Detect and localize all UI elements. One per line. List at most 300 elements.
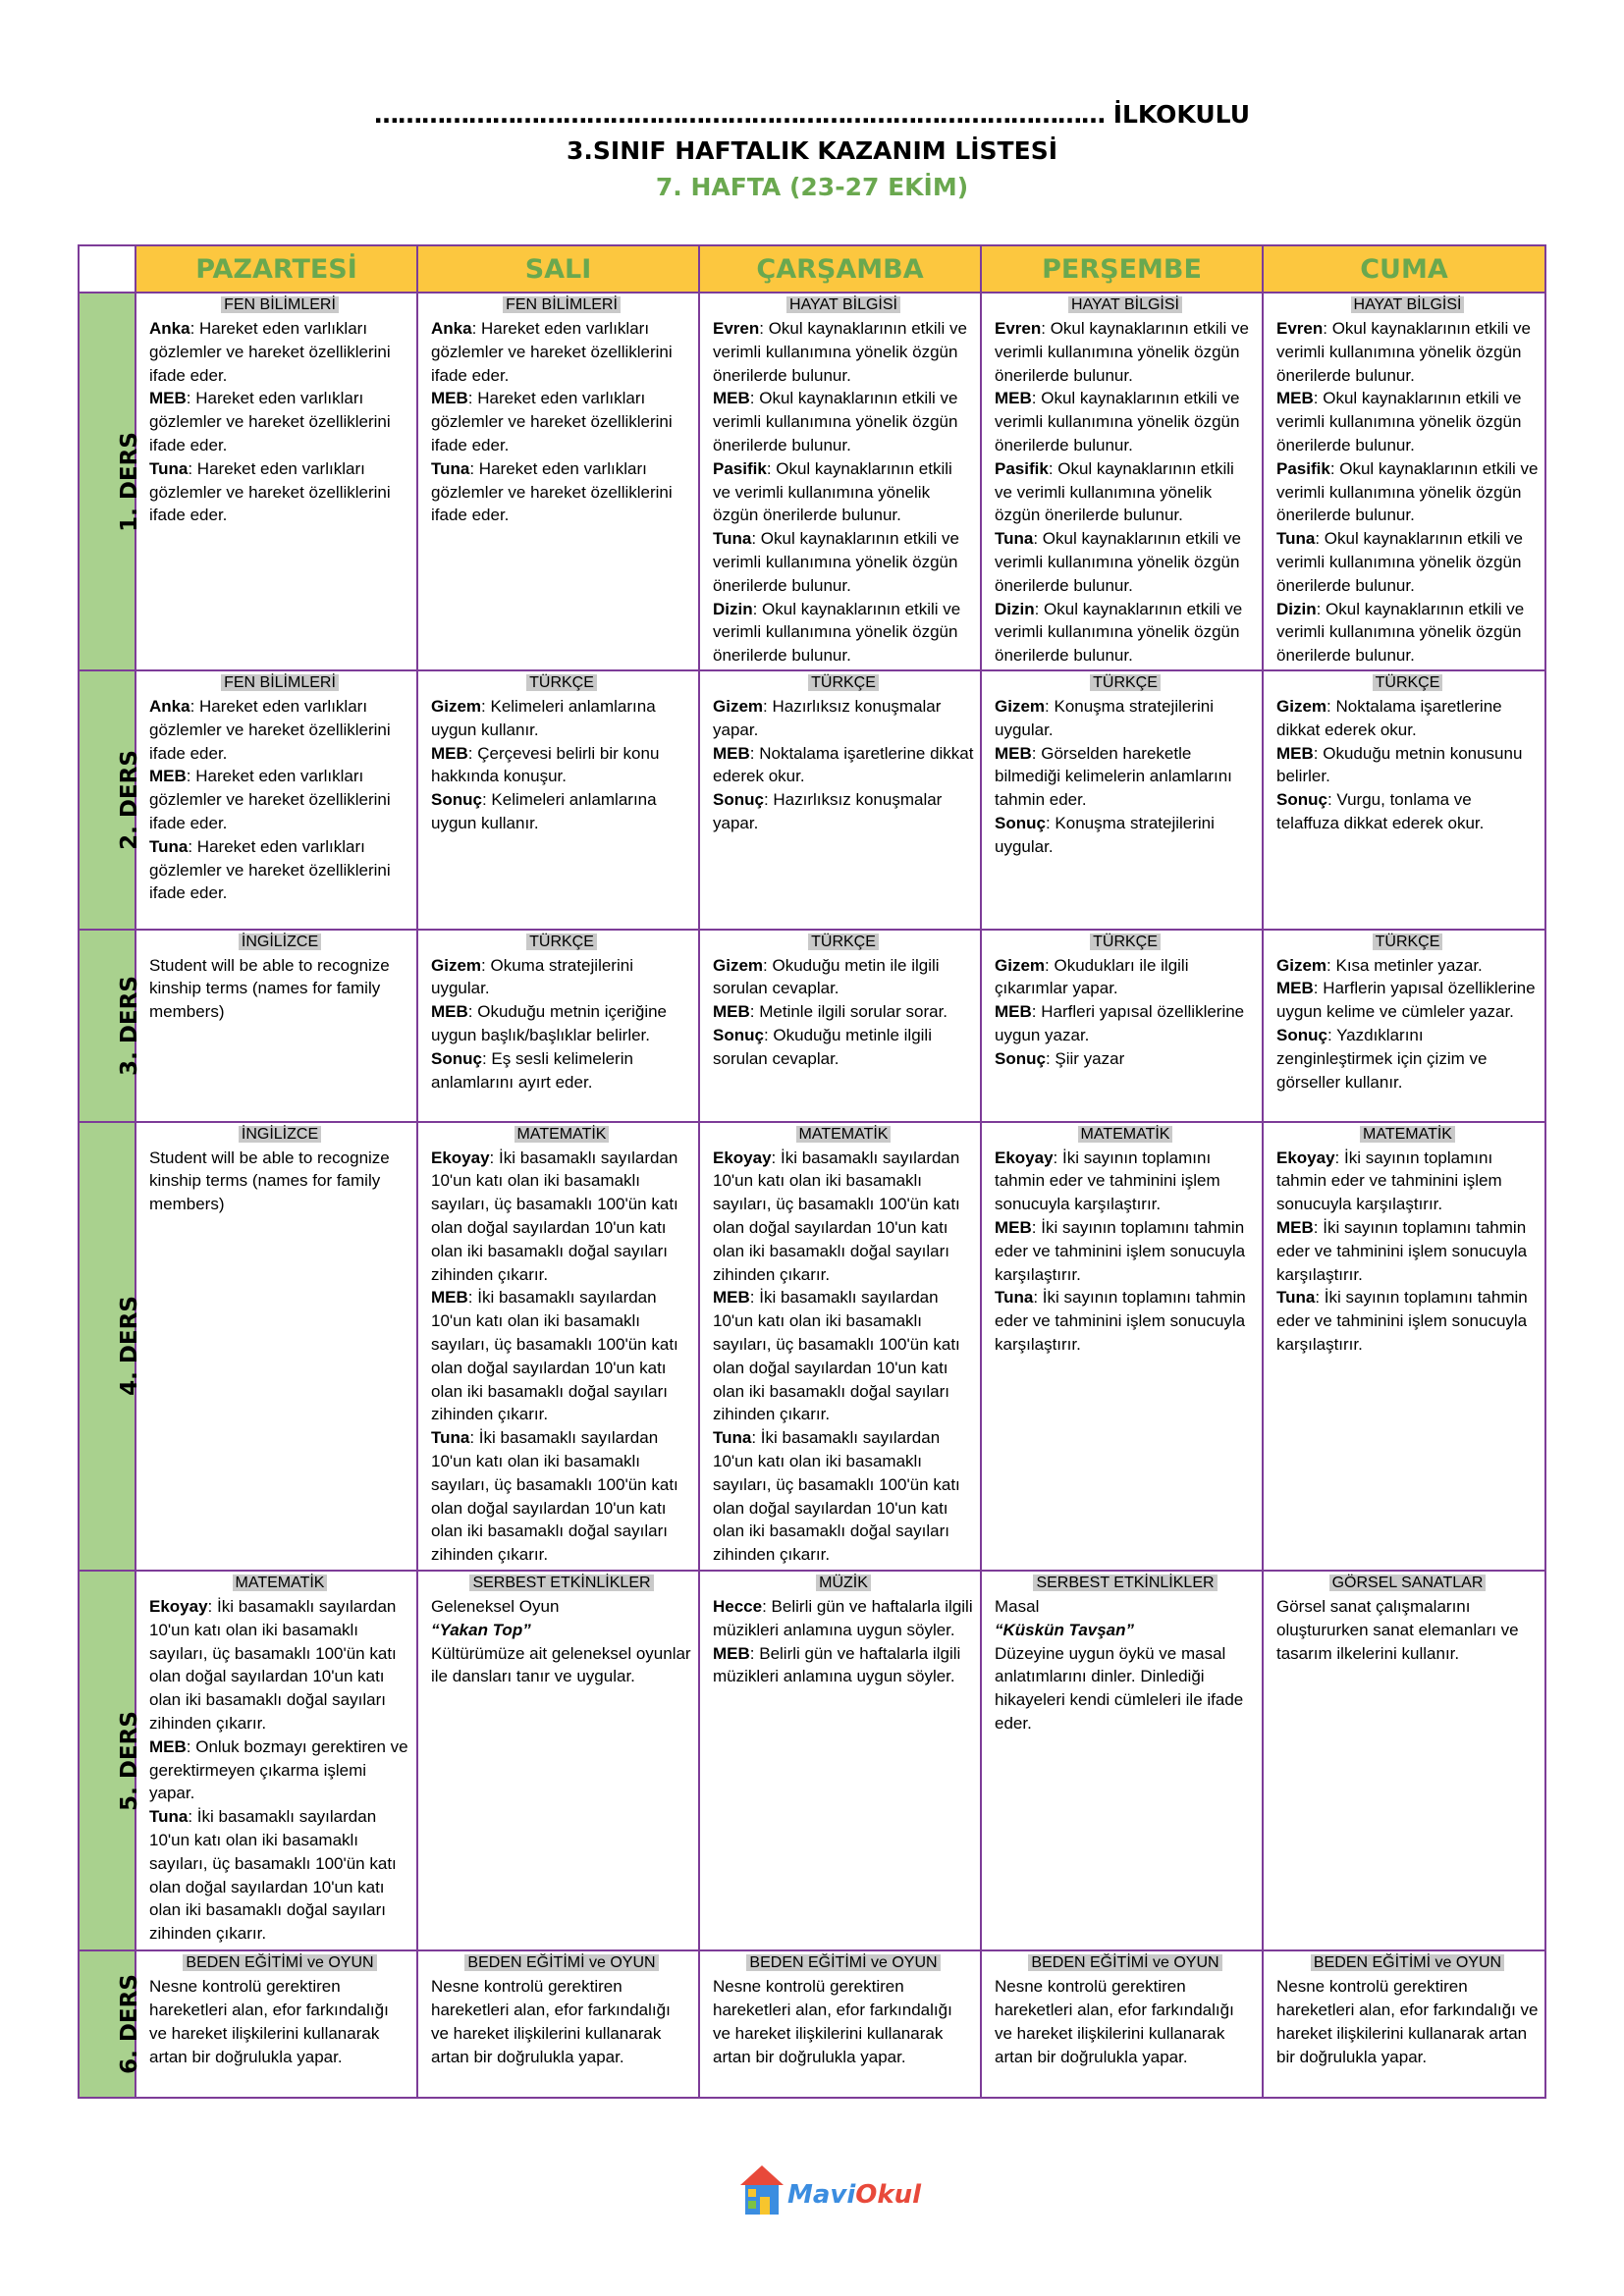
schedule-cell xyxy=(981,1122,1263,1571)
subject-label-row xyxy=(1276,671,1539,694)
lesson-label: 6. DERS xyxy=(116,1974,142,2074)
subject-label: MATEMATİK xyxy=(796,1126,892,1143)
source-label: Pasifik xyxy=(995,458,1049,478)
schedule-cell xyxy=(1263,930,1545,1122)
outcome-text: : Hareket eden varlıkları gözlemler ve hareket özelliklerini ifade eder. xyxy=(149,836,391,903)
source-label: Anka xyxy=(149,697,190,717)
source-label: Pasifik xyxy=(1276,458,1330,478)
source-label: MEB xyxy=(1276,1217,1314,1237)
subject-label-row xyxy=(995,1572,1256,1594)
subject-label: SERBEST ETKİNLİKLER xyxy=(469,1575,653,1591)
outcome-text: Masal xyxy=(995,1597,1040,1617)
subject-label-row xyxy=(995,931,1256,953)
outcome-text: Görsel sanat çalışmalarını oluştururken sanat elemanları ve tasarım ilkelerini kullanır. xyxy=(1276,1597,1519,1663)
source-label: Sonuç xyxy=(1276,1025,1327,1044)
outcome-text: : Hareket eden varlıkları gözlemler ve hareket özelliklerini ifade eder. xyxy=(149,697,391,763)
subject-label: MATEMATİK xyxy=(233,1575,328,1591)
school-name-line xyxy=(0,96,1624,133)
source-label: MEB xyxy=(995,743,1032,763)
outcome-line xyxy=(713,1595,974,1642)
subject-label: TÜRKÇE xyxy=(808,934,879,950)
lesson-row xyxy=(79,670,1545,929)
outcome-line xyxy=(995,1147,1256,1216)
outcome-line xyxy=(431,1619,692,1642)
outcome-text: : İki basamaklı sayılardan 10'un katı olan iki basamaklı sayıları, üç basamaklı 100'ün katı olan doğal sayılardan 10'un katı olan iki basamaklı doğal sayıları zihinden çıkarır. xyxy=(149,1807,397,1944)
outcome-text: : Okul kaynaklarının etkili ve verimli kullanımına yönelik özgün önerilerde bulunur. xyxy=(995,599,1243,666)
schedule-cell xyxy=(1263,1950,1545,2098)
source-label: Tuna xyxy=(149,1807,189,1827)
outcome-line xyxy=(431,1975,692,2068)
subject-label-row xyxy=(431,671,692,694)
outcome-text: : Okul kaynaklarının etkili ve verimli kullanımına yönelik özgün önerilerde bulunur. xyxy=(1276,599,1525,666)
outcome-text: Nesne kontrolü gerektiren hareketleri alan, efor farkındalığı ve hareket ilişkilerini kullanarak artan bir doğrulukla yapar. xyxy=(431,1977,671,2066)
outcome-text: : Hazırlıksız konuşmalar yapar. xyxy=(713,790,943,833)
source-label: Ekoyay xyxy=(1276,1148,1335,1167)
source-label: Pasifik xyxy=(713,458,767,478)
source-label: Gizem xyxy=(995,955,1046,975)
source-label: Dizin xyxy=(1276,599,1317,618)
outcome-text: : Hareket eden varlıkları gözlemler ve hareket özelliklerini ifade eder. xyxy=(149,389,391,454)
outcome-line xyxy=(149,1735,410,1805)
outcome-text: Student will be able to recognize kinship terms (names for family members) xyxy=(149,1148,390,1214)
source-label: MEB xyxy=(149,1736,187,1756)
outcome-line xyxy=(1276,1147,1539,1216)
outcome-line xyxy=(431,1047,692,1095)
outcome-text: : Okuduğu metnin içeriğine uygun başlık/başlıklar belirler. xyxy=(431,1002,668,1044)
source-label: Gizem xyxy=(713,697,764,717)
outcome-line xyxy=(431,1000,692,1047)
source-label: Evren xyxy=(995,319,1042,338)
source-label: MEB xyxy=(1276,979,1314,998)
outcome-line xyxy=(1276,788,1539,835)
source-label: MEB xyxy=(431,1002,468,1022)
outcome-line xyxy=(431,1426,692,1567)
subject-label-row xyxy=(713,671,974,694)
source-label: MEB xyxy=(995,1217,1032,1237)
source-label: MEB xyxy=(995,1002,1032,1022)
subject-label-row xyxy=(995,294,1256,316)
outcome-text: : Okul kaynaklarının etkili ve verimli kullanımına yönelik özgün önerilerde bulunur. xyxy=(713,458,952,525)
schedule-cell xyxy=(417,293,699,670)
source-label: Ekoyay xyxy=(149,1597,208,1617)
day-header: CUMA xyxy=(1263,245,1545,293)
source-label: Dizin xyxy=(995,599,1035,618)
outcome-text: : Metinle ilgili sorular sorar. xyxy=(749,1002,948,1022)
house-icon xyxy=(740,2165,784,2215)
subject-label: İNGİLİZCE xyxy=(239,934,321,950)
outcome-text: Geleneksel Oyun xyxy=(431,1597,560,1617)
outcome-line xyxy=(995,457,1256,527)
subject-label: BEDEN EĞİTİMİ ve OYUN xyxy=(1028,1954,1221,1971)
outcome-text: : Okuduğu metin ile ilgili sorulan cevaplar. xyxy=(713,955,940,998)
lesson-row xyxy=(79,1571,1545,1950)
outcome-line xyxy=(1276,1975,1539,2068)
logo-text-mavi: Mavi xyxy=(787,2180,856,2210)
source-label: Anka xyxy=(431,319,472,338)
outcome-line xyxy=(149,954,410,1024)
outcome-text: Nesne kontrolü gerektiren hareketleri alan, efor farkındalığı ve hareket ilişkilerini kullanarak artan bir doğrulukla yapar. xyxy=(149,1977,389,2066)
subject-label-row xyxy=(149,294,410,316)
outcome-text: : Onluk bozmayı gerektiren ve gerektirmeyen çıkarma işlemi yapar. xyxy=(149,1736,408,1803)
outcome-line xyxy=(431,742,692,789)
lesson-label: 3. DERS xyxy=(116,975,142,1076)
schedule-cell xyxy=(135,930,417,1122)
outcome-line xyxy=(1276,695,1539,742)
schedule-cell xyxy=(417,670,699,929)
subject-label-row xyxy=(149,671,410,694)
outcome-line xyxy=(713,1147,974,1287)
lesson-row xyxy=(79,1950,1545,2098)
subject-label-row xyxy=(1276,1123,1539,1146)
outcome-text: : İki sayının toplamını tahmin eder ve tahminini işlem sonucuyla karşılaştırır. xyxy=(1276,1148,1502,1214)
outcome-text: : İki basamaklı sayılardan 10'un katı olan iki basamaklı sayıları, üç basamaklı 100'ün katı olan doğal sayılardan 10'un katı olan iki basamaklı doğal sayıları zihinden çıkarır. xyxy=(431,1148,678,1284)
schedule-cell xyxy=(417,930,699,1122)
outcome-text: : Hareket eden varlıkları gözlemler ve hareket özelliklerini ifade eder. xyxy=(431,319,673,385)
source-label: MEB xyxy=(1276,743,1314,763)
outcome-text: : Hareket eden varlıkları gözlemler ve hareket özelliklerini ifade eder. xyxy=(149,319,391,385)
outcome-line xyxy=(149,1595,410,1735)
outcome-text: : İki sayının toplamını tahmin eder ve tahminini işlem sonucuyla karşılaştırır. xyxy=(1276,1288,1528,1354)
outcome-line xyxy=(713,598,974,667)
subject-label-row xyxy=(149,1572,410,1594)
outcome-line xyxy=(1276,457,1539,527)
outcome-line xyxy=(713,1286,974,1426)
lesson-label-cell xyxy=(79,670,142,929)
schedule-cell xyxy=(699,930,981,1122)
outcome-line xyxy=(149,387,410,456)
schedule-cell xyxy=(699,1122,981,1571)
outcome-line xyxy=(149,457,410,527)
week-title: 7. HAFTA (23-27 EKİM) xyxy=(655,173,969,201)
outcome-line xyxy=(149,317,410,387)
day-header-row xyxy=(79,245,1545,293)
subject-label-row xyxy=(713,1572,974,1594)
outcome-line xyxy=(995,387,1256,456)
outcome-line xyxy=(431,317,692,387)
outcome-text: : Okuduğu metinle ilgili sorulan cevaplar. xyxy=(713,1025,932,1068)
outcome-line xyxy=(713,1426,974,1567)
outcome-line xyxy=(431,695,692,742)
subject-label-row xyxy=(431,1123,692,1146)
lesson-label-cell xyxy=(79,1571,142,1950)
schedule-cell xyxy=(135,670,417,929)
outcome-text: : Okul kaynaklarının etkili ve verimli kullanımına yönelik özgün önerilerde bulunur. xyxy=(1276,389,1522,454)
subject-label-row xyxy=(1276,294,1539,316)
outcome-text: : İki basamaklı sayılardan 10'un katı olan iki basamaklı sayıları, üç basamaklı 100'ün katı olan doğal sayılardan 10'un katı olan iki basamaklı doğal sayıları zihinden çıkarır. xyxy=(431,1288,678,1424)
outcome-line xyxy=(995,1619,1256,1642)
outcome-line xyxy=(995,695,1256,742)
source-label: MEB xyxy=(713,1002,750,1022)
subject-label: MATEMATİK xyxy=(514,1126,610,1143)
subject-label-row xyxy=(995,671,1256,694)
outcome-text: : İki sayının toplamını tahmin eder ve tahminini işlem sonucuyla karşılaştırır. xyxy=(995,1148,1220,1214)
outcome-line xyxy=(995,812,1256,859)
lesson-row xyxy=(79,930,1545,1122)
outcome-text: : Kısa metinler yazar. xyxy=(1326,955,1483,975)
lesson-label: 2. DERS xyxy=(116,749,142,850)
schedule-cell xyxy=(981,1950,1263,2098)
source-label: Hecce xyxy=(713,1597,763,1617)
outcome-line xyxy=(713,317,974,387)
outcome-text: : İki basamaklı sayılardan 10'un katı olan iki basamaklı sayıları, üç basamaklı 100'ün katı olan doğal sayılardan 10'un katı olan iki basamaklı doğal sayıları zihinden çıkarır. xyxy=(713,1428,960,1565)
outcome-line xyxy=(713,1642,974,1689)
source-label: Dizin xyxy=(713,599,753,618)
schedule-cell xyxy=(135,1571,417,1950)
source-label: Gizem xyxy=(995,697,1046,717)
subject-label: BEDEN EĞİTİMİ ve OYUN xyxy=(746,1954,940,1971)
source-label: Sonuç xyxy=(713,1025,764,1044)
source-label: Tuna xyxy=(1276,1288,1316,1308)
schedule-cell xyxy=(1263,670,1545,929)
subject-label-row xyxy=(149,931,410,953)
outcome-line xyxy=(1276,742,1539,789)
outcome-text: : Görselden hareketle bilmediği kelimelerin anlamlarını tahmin eder. xyxy=(995,743,1232,810)
outcome-text: : Vurgu, tonlama ve telaffuza dikkat ederek okur. xyxy=(1276,790,1485,833)
source-label: Tuna xyxy=(713,1428,752,1448)
outcome-line xyxy=(713,527,974,597)
outcome-line xyxy=(431,457,692,527)
outcome-text: : Okul kaynaklarının etkili ve verimli kullanımına yönelik özgün önerilerde bulunur. xyxy=(995,389,1240,454)
outcome-line xyxy=(995,1975,1256,2068)
subject-label: TÜRKÇE xyxy=(1373,674,1443,691)
subject-label-row xyxy=(1276,1951,1539,1974)
outcome-line xyxy=(995,1595,1256,1619)
outcome-line xyxy=(1276,977,1539,1024)
day-header: PERŞEMBE xyxy=(981,245,1263,293)
source-label: Sonuç xyxy=(431,790,482,810)
subject-label: SERBEST ETKİNLİKLER xyxy=(1033,1575,1217,1591)
source-label: Gizem xyxy=(1276,955,1327,975)
source-label: Anka xyxy=(149,319,190,338)
outcome-line xyxy=(713,1000,974,1024)
outcome-line xyxy=(149,1147,410,1216)
subject-label-row xyxy=(713,1951,974,1974)
source-label: Sonuç xyxy=(995,1048,1046,1068)
outcome-text: : İki sayının toplamını tahmin eder ve tahminini işlem sonucuyla karşılaştırır. xyxy=(995,1217,1246,1284)
lesson-label: 1. DERS xyxy=(116,431,142,532)
weekly-schedule-table xyxy=(78,244,1546,2099)
outcome-text: : Okul kaynaklarının etkili ve verimli kullanımına yönelik özgün önerilerde bulunur. xyxy=(995,458,1234,525)
outcome-text: : Okul kaynaklarının etkili ve verimli kullanımına yönelik özgün önerilerde bulunur. xyxy=(1276,529,1524,595)
source-label: MEB xyxy=(713,1288,750,1308)
schedule-cell xyxy=(981,930,1263,1122)
outcome-line xyxy=(713,788,974,835)
day-header: PAZARTESİ xyxy=(135,245,417,293)
schedule-cell xyxy=(981,1571,1263,1950)
subject-label-row xyxy=(431,294,692,316)
outcome-text: : Okuma stratejilerini uygular. xyxy=(431,955,633,998)
source-label: MEB xyxy=(431,1288,468,1308)
outcome-text: : Eş sesli kelimelerin anlamlarını ayırt eder. xyxy=(431,1048,633,1092)
outcome-line xyxy=(1276,1024,1539,1094)
outcome-line xyxy=(431,954,692,1001)
source-label: Tuna xyxy=(713,529,752,549)
outcome-line xyxy=(1276,387,1539,456)
schedule-cell xyxy=(135,1950,417,2098)
schedule-cell xyxy=(699,670,981,929)
source-label: Sonuç xyxy=(713,790,764,810)
source-label: Gizem xyxy=(1276,697,1327,717)
outcome-line xyxy=(1276,1595,1539,1665)
schedule-cell xyxy=(699,1571,981,1950)
lesson-row xyxy=(79,1122,1545,1571)
outcome-line xyxy=(1276,1216,1539,1286)
outcome-line xyxy=(431,1147,692,1287)
outcome-text: : Hareket eden varlıkları gözlemler ve hareket özelliklerini ifade eder. xyxy=(149,458,391,525)
outcome-text: : İki basamaklı sayılardan 10'un katı olan iki basamaklı sayıları, üç basamaklı 100'ün katı olan doğal sayılardan 10'un katı olan iki basamaklı doğal sayıları zihinden çıkarır. xyxy=(149,1597,397,1734)
schedule-cell xyxy=(135,1122,417,1571)
outcome-text: : Okul kaynaklarının etkili ve verimli kullanımına yönelik özgün önerilerde bulunur. xyxy=(995,319,1249,385)
outcome-line xyxy=(995,1216,1256,1286)
outcome-line xyxy=(713,1975,974,2068)
outcome-line xyxy=(713,695,974,742)
outcome-line xyxy=(995,1286,1256,1356)
school-suffix: İLKOKULU xyxy=(1112,100,1251,129)
schedule-cell xyxy=(1263,293,1545,670)
source-label: MEB xyxy=(149,389,187,408)
school-name-blank: ………………………………………………………………………………… xyxy=(373,100,1105,129)
source-label: MEB xyxy=(713,389,750,408)
outcome-text: : Okul kaynaklarının etkili ve verimli kullanımına yönelik özgün önerilerde bulunur. xyxy=(713,599,961,666)
outcome-line xyxy=(995,527,1256,597)
outcome-line xyxy=(995,1000,1256,1047)
source-label: Evren xyxy=(713,319,760,338)
outcome-line xyxy=(713,954,974,1001)
outcome-text: : Noktalama işaretlerine dikkat ederek okur. xyxy=(713,743,974,786)
subject-label: TÜRKÇE xyxy=(1373,934,1443,950)
source-label: Evren xyxy=(1276,319,1324,338)
subject-label: BEDEN EĞİTİMİ ve OYUN xyxy=(1311,1954,1504,1971)
outcome-text: : Kelimeleri anlamlarına uygun kullanır. xyxy=(431,697,656,739)
lesson-label: 4. DERS xyxy=(116,1296,142,1397)
source-label: Sonuç xyxy=(431,1048,482,1068)
outcome-line xyxy=(149,765,410,834)
outcome-text: : Hareket eden varlıkları gözlemler ve hareket özelliklerini ifade eder. xyxy=(149,767,391,833)
subject-label-row xyxy=(995,1123,1256,1146)
outcome-text: : Okul kaynaklarının etkili ve verimli kullanımına yönelik özgün önerilerde bulunur. xyxy=(713,389,958,454)
outcome-line xyxy=(995,1642,1256,1735)
outcome-line xyxy=(713,742,974,789)
source-label: “Küskün Tavşan” xyxy=(995,1620,1135,1639)
subject-label-row xyxy=(431,1951,692,1974)
source-label: Sonuç xyxy=(1276,790,1327,810)
lesson-label-cell xyxy=(79,1122,142,1571)
outcome-line xyxy=(713,457,974,527)
subject-label-row xyxy=(1276,1572,1539,1594)
subject-label: TÜRKÇE xyxy=(808,674,879,691)
schedule-cell xyxy=(135,293,417,670)
subject-label: GÖRSEL SANATLAR xyxy=(1329,1575,1487,1591)
subject-label: MÜZİK xyxy=(816,1575,871,1591)
outcome-text: : Okudukları ile ilgili çıkarımlar yapar. xyxy=(995,955,1189,998)
subject-label: FEN BİLİMLERİ xyxy=(221,674,339,691)
source-label: Gizem xyxy=(431,955,482,975)
source-label: MEB xyxy=(713,743,750,763)
source-label: “Yakan Top” xyxy=(431,1620,531,1639)
subject-label-row xyxy=(149,1951,410,1974)
subject-label-row xyxy=(995,1951,1256,1974)
subject-label-row xyxy=(1276,931,1539,953)
subject-label: HAYAT BİLGİSİ xyxy=(786,296,900,313)
source-label: Tuna xyxy=(995,529,1034,549)
outcome-text: : Hazırlıksız konuşmalar yapar. xyxy=(713,697,942,739)
schedule-cell xyxy=(981,670,1263,929)
outcome-text: : Hareket eden varlıkları gözlemler ve hareket özelliklerini ifade eder. xyxy=(431,389,673,454)
source-label: Tuna xyxy=(1276,529,1316,549)
outcome-text: : İki basamaklı sayılardan 10'un katı olan iki basamaklı sayıları, üç basamaklı 100'ün katı olan doğal sayılardan 10'un katı olan iki basamaklı doğal sayıları zihinden çıkarır. xyxy=(713,1148,960,1284)
source-label: Ekoyay xyxy=(995,1148,1054,1167)
outcome-text: : Okul kaynaklarının etkili ve verimli kullanımına yönelik özgün önerilerde bulunur. xyxy=(713,319,967,385)
outcome-line xyxy=(1276,598,1539,667)
maviokul-logo xyxy=(738,2162,922,2220)
outcome-text: : Yazdıklarını zenginleştirmek için çizim ve görseller kullanır. xyxy=(1276,1025,1488,1092)
subject-label-row xyxy=(149,1123,410,1146)
outcome-line xyxy=(149,695,410,765)
schedule-cell xyxy=(417,1571,699,1950)
page-title: 3.SINIF HAFTALIK KAZANIM LİSTESİ xyxy=(567,136,1057,165)
subject-label: TÜRKÇE xyxy=(526,674,597,691)
source-label: Tuna xyxy=(149,458,189,478)
subject-label-row xyxy=(713,294,974,316)
source-label: Ekoyay xyxy=(431,1148,490,1167)
schedule-cell xyxy=(1263,1122,1545,1571)
outcome-text: : Noktalama işaretlerine dikkat ederek okur. xyxy=(1276,697,1502,739)
source-label: MEB xyxy=(995,389,1032,408)
outcome-text: : Çerçevesi belirli bir konu hakkında konuşur. xyxy=(431,743,660,786)
subject-label: BEDEN EĞİTİMİ ve OYUN xyxy=(464,1954,658,1971)
outcome-line xyxy=(431,387,692,456)
subject-label: TÜRKÇE xyxy=(1090,674,1161,691)
outcome-line xyxy=(149,835,410,905)
outcome-text: : İki sayının toplamını tahmin eder ve tahminini işlem sonucuyla karşılaştırır. xyxy=(1276,1217,1528,1284)
source-label: Tuna xyxy=(431,1428,470,1448)
subject-label-row xyxy=(431,931,692,953)
outcome-text: : Şiir yazar xyxy=(1045,1048,1125,1068)
outcome-text: : Konuşma stratejilerini uygular. xyxy=(995,697,1214,739)
source-label: Tuna xyxy=(995,1288,1034,1308)
outcome-line xyxy=(995,317,1256,387)
subject-label: TÜRKÇE xyxy=(1090,934,1161,950)
source-label: Tuna xyxy=(431,458,470,478)
outcome-line xyxy=(713,387,974,456)
subject-label: MATEMATİK xyxy=(1360,1126,1455,1143)
outcome-text: : Hareket eden varlıkları gözlemler ve hareket özelliklerini ifade eder. xyxy=(431,458,673,525)
outcome-text: : İki basamaklı sayılardan 10'un katı olan iki basamaklı sayıları, üç basamaklı 100'ün katı olan doğal sayılardan 10'un katı olan iki basamaklı doğal sayıları zihinden çıkarır. xyxy=(431,1428,678,1565)
page-header xyxy=(0,96,1624,205)
outcome-text: : Harflerin yapısal özelliklerine uygun kelime ve cümleler yazar. xyxy=(1276,979,1536,1022)
outcome-line xyxy=(149,1975,410,2068)
day-header: ÇARŞAMBA xyxy=(699,245,981,293)
outcome-line xyxy=(1276,954,1539,978)
outcome-text: Düzeyine uygun öykü ve masal anlatımlarını dinler. Dinlediği hikayeleri kendi cümleleri ile ifade eder. xyxy=(995,1643,1244,1734)
outcome-text: Student will be able to recognize kinship terms (names for family members) xyxy=(149,955,390,1022)
source-label: Sonuç xyxy=(995,814,1046,833)
outcome-line xyxy=(431,1595,692,1619)
schedule-cell xyxy=(1263,1571,1545,1950)
outcome-text: Nesne kontrolü gerektiren hareketleri alan, efor farkındalığı ve hareket ilişkilerini kullanarak artan bir doğrulukla yapar. xyxy=(995,1977,1234,2066)
source-label: MEB xyxy=(149,767,187,786)
subject-label: FEN BİLİMLERİ xyxy=(221,296,339,313)
source-label: MEB xyxy=(431,743,468,763)
source-label: Gizem xyxy=(713,955,764,975)
lesson-label-cell xyxy=(79,293,142,670)
outcome-text: : Okul kaynaklarının etkili ve verimli kullanımına yönelik özgün önerilerde bulunur. xyxy=(713,529,960,595)
day-header: SALI xyxy=(417,245,699,293)
outcome-line xyxy=(431,788,692,835)
source-label: Tuna xyxy=(149,836,189,856)
outcome-line xyxy=(713,1024,974,1071)
schedule-cell xyxy=(417,1950,699,2098)
